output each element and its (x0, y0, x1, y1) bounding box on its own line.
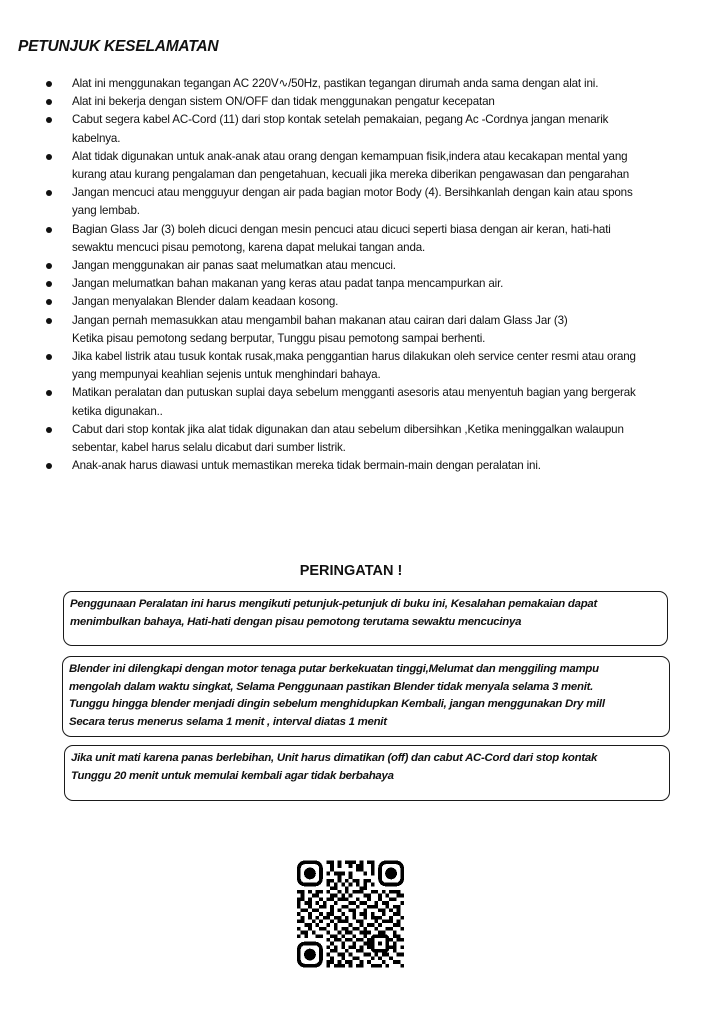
list-item (0, 421, 702, 457)
list-item-text: sebentar, kabel harus selalu dicabut dari sumber listrik. (72, 441, 346, 455)
list-item (0, 221, 702, 257)
bullet-icon (46, 299, 52, 305)
bullet-icon (46, 99, 52, 105)
list-item (0, 384, 702, 420)
warning-box-usage (63, 591, 668, 646)
safety-instructions-list (0, 75, 702, 475)
list-item-text: yang mempunyai keahlian sejenis untuk menghindari bahaya. (72, 368, 381, 382)
bullet-icon (46, 263, 52, 269)
list-item-text: Matikan peralatan dan putuskan suplai daya sebelum mengganti asesoris atau menyentuh bagian yang bergerak (72, 386, 636, 400)
bullet-icon (46, 117, 52, 123)
list-item-text: ketika digunakan.. (72, 404, 163, 418)
bullet-icon (46, 154, 52, 160)
warning-text: Tunggu hingga blender menjadi dingin sebelum menghidupkan Kembali, jangan menggunakan Dry mill (69, 698, 605, 711)
list-item-text: Jangan mencuci atau mengguyur dengan air pada bagian motor Body (4). Bersihkanlah dengan kain atau spons (72, 186, 633, 200)
warning-text: menimbulkan bahaya, Hati-hati dengan pisau pemotong terutama sewaktu mencucinya (70, 615, 522, 628)
list-item-text: Jangan pernah memasukkan atau mengambil bahan makanan atau cairan dari dalam Glass Jar (3) (72, 313, 568, 327)
bullet-icon (46, 190, 52, 196)
bullet-icon (46, 81, 52, 87)
list-item-text: Bagian Glass Jar (3) boleh dicuci dengan mesin pencuci atau dicuci seperti biasa dengan air keran, hati-hati (72, 222, 611, 236)
list-item (0, 257, 702, 275)
bullet-icon (46, 227, 52, 233)
list-item (0, 93, 702, 111)
bullet-icon (46, 390, 52, 396)
list-item (0, 293, 702, 311)
bullet-icon (46, 354, 52, 360)
warning-text: Secara terus menerus selama 1 menit , interval diatas 1 menit (69, 715, 387, 728)
bullet-icon (46, 281, 52, 287)
list-item (0, 275, 702, 293)
list-item (0, 348, 702, 384)
page-title: PETUNJUK KESELAMATAN (18, 38, 219, 55)
warning-text: mengolah dalam waktu singkat, Selama Penggunaan pastikan Blender tidak menyala selama 3 menit. (69, 680, 594, 693)
list-item-text: kabelnya. (72, 131, 121, 145)
list-item-text: Jangan melumatkan bahan makanan yang keras atau padat tanpa mencampurkan air. (72, 277, 504, 291)
list-item-text: yang lembab. (72, 204, 140, 218)
bullet-icon (46, 463, 52, 469)
warning-box-motor (62, 656, 670, 737)
list-item-text: Ketika pisau pemotong sedang berputar, Tunggu pisau pemotong sampai berhenti. (72, 331, 486, 345)
list-item-text: Cabut dari stop kontak jika alat tidak digunakan dan atau sebelum dibersihkan ,Ketika meninggalkan walaupun (72, 422, 624, 436)
list-item (0, 457, 702, 475)
list-item-text: Cabut segera kabel AC-Cord (11) dari stop kontak setelah pemakaian, pegang Ac -Cordnya jangan menarik (72, 113, 609, 127)
list-item (0, 184, 702, 220)
list-item-text: Jangan menyalakan Blender dalam keadaan kosong. (72, 295, 339, 309)
list-item-text: Anak-anak harus diawasi untuk memastikan mereka tidak bermain-main dengan peralatan ini. (72, 459, 541, 473)
list-item (0, 312, 702, 348)
list-item-text: Alat tidak digunakan untuk anak-anak atau orang dengan kemampuan fisik,indera atau kecakapan mental yang (72, 149, 628, 163)
bullet-icon (46, 427, 52, 433)
warning-text: Penggunaan Peralatan ini harus mengikuti petunjuk-petunjuk di buku ini, Kesalahan pemakaian dapat (70, 598, 598, 610)
warning-text: Blender ini dilengkapi dengan motor tenaga putar berkekuatan tinggi,Melumat dan menggiling mampu (69, 663, 599, 675)
qr-code-icon[interactable] (297, 860, 404, 968)
warning-text: Tunggu 20 menit untuk memulai kembali agar tidak berbahaya (71, 769, 394, 782)
warning-box-overheat (64, 745, 670, 801)
list-item-text: sewaktu mencuci pisau pemotong, karena dapat melukai tangan anda. (72, 240, 426, 254)
list-item (0, 148, 702, 184)
list-item-text: Jika kabel listrik atau tusuk kontak rusak,maka penggantian harus dilakukan oleh service center resmi atau orang (72, 350, 636, 364)
list-item-text: kurang atau kurang pengalaman dan pengetahuan, kecuali jika mereka diberikan pengawasan dan pengarahan (72, 168, 630, 182)
list-item (0, 111, 702, 147)
list-item-text: Alat ini menggunakan tegangan AC 220V∿/50Hz, pastikan tegangan dirumah anda sama dengan alat ini. (72, 77, 599, 90)
list-item (0, 75, 702, 93)
list-item-text: Alat ini bekerja dengan sistem ON/OFF dan tidak menggunakan pengatur kecepatan (72, 95, 495, 109)
warning-heading: PERINGATAN ! (299, 563, 403, 579)
bullet-icon (46, 318, 52, 324)
list-item-text: Jangan menggunakan air panas saat melumatkan atau mencuci. (72, 259, 396, 273)
warning-text: Jika unit mati karena panas berlebihan, Unit harus dimatikan (off) dan cabut AC-Cord dari stop kontak (71, 752, 598, 764)
